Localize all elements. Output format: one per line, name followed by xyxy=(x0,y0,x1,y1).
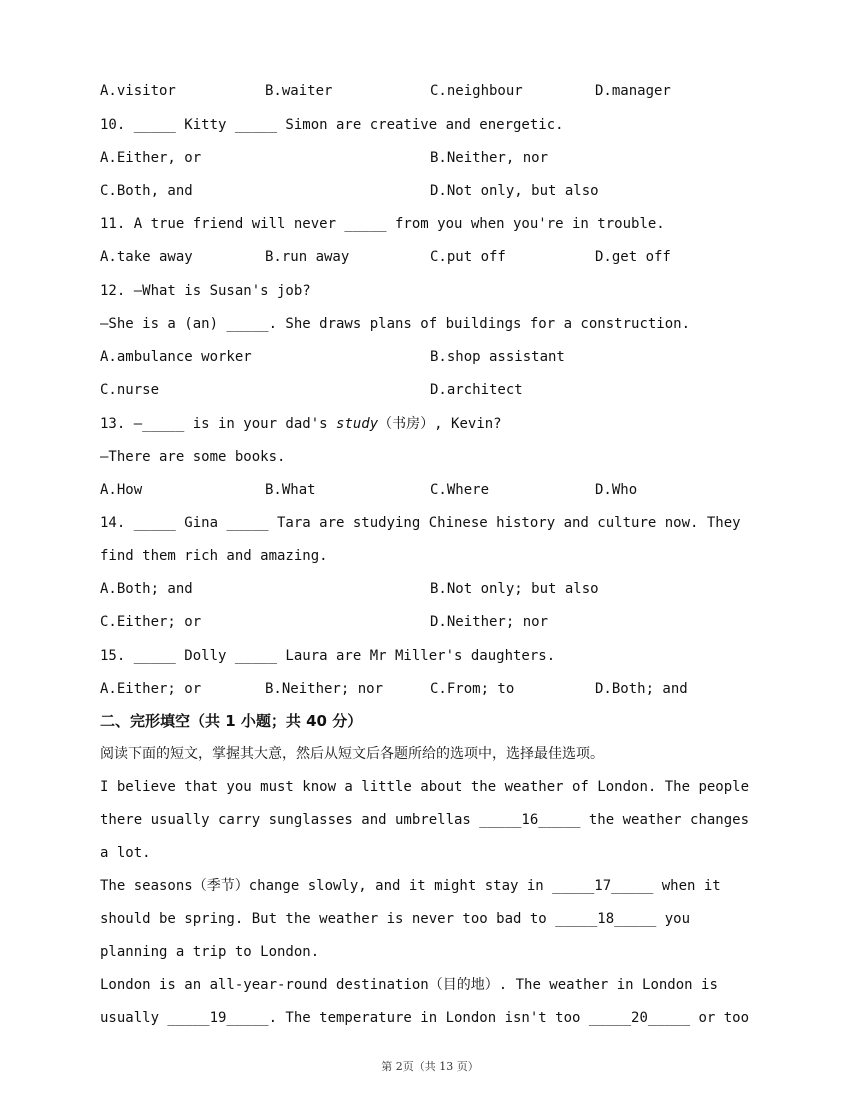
passage-p1-line1: I believe that you must know a little about the weather of London. The people xyxy=(100,779,750,795)
passage-p3-line1 xyxy=(100,975,718,995)
q10-options-row2 xyxy=(100,181,780,201)
q9-option-a[interactable]: A.visitor xyxy=(100,83,176,99)
q13-options xyxy=(100,480,780,500)
q9-option-c[interactable]: C.neighbour xyxy=(430,83,523,99)
q9-option-d[interactable]: D.manager xyxy=(595,83,671,99)
q9-options xyxy=(100,81,780,101)
passage-p3-line1-end: . The weather in London is xyxy=(498,977,718,993)
q13-stem-italic-word: study xyxy=(336,416,379,432)
q12-option-a[interactable]: A.ambulance worker xyxy=(100,349,252,365)
q13-option-c[interactable]: C.Where xyxy=(430,482,490,498)
q14-options-row2 xyxy=(100,612,780,632)
passage-p2-chinese-gloss: （季节） xyxy=(192,878,249,894)
passage-p2-line2: should be spring. But the weather is never too bad to _____18_____ you xyxy=(100,911,691,927)
q14-stem-line1: 14. _____ Gina _____ Tara are studying Chinese history and culture now. They xyxy=(100,515,741,531)
q12-option-d[interactable]: D.architect xyxy=(430,382,523,398)
q15-stem: 15. _____ Dolly _____ Laura are Mr Miller's daughters. xyxy=(100,648,556,664)
q11-option-c[interactable]: C.put off xyxy=(430,249,506,265)
q15-option-c[interactable]: C.From; to xyxy=(430,681,515,697)
passage-p2-line1-start: The seasons xyxy=(100,878,193,894)
section2-title: 二、完形填空（共 1 小题；共 40 分） xyxy=(100,712,363,730)
q10-stem: 10. _____ Kitty _____ Simon are creative and energetic. xyxy=(100,117,564,133)
q15-options xyxy=(100,679,780,699)
q11-option-b[interactable]: B.run away xyxy=(265,249,350,265)
q11-option-d[interactable]: D.get off xyxy=(595,249,671,265)
q15-option-b[interactable]: B.Neither; nor xyxy=(265,681,384,697)
q12-options-row2 xyxy=(100,380,780,400)
passage-p2-line1-end: change slowly, and it might stay in _____17_____ when it xyxy=(248,878,721,894)
q13-stem-answer: —There are some books. xyxy=(100,449,286,465)
q14-option-c[interactable]: C.Either; or xyxy=(100,614,202,630)
passage-p2-line1 xyxy=(100,876,721,896)
passage-p1-line3: a lot. xyxy=(100,845,151,861)
q12-option-c[interactable]: C.nurse xyxy=(100,382,160,398)
q10-options-row1 xyxy=(100,148,780,168)
passage-p1-line2: there usually carry sunglasses and umbrellas _____16_____ the weather changes xyxy=(100,812,750,828)
q15-option-d[interactable]: D.Both; and xyxy=(595,681,688,697)
passage-p3-line2: usually _____19_____. The temperature in London isn't too _____20_____ or too xyxy=(100,1010,750,1026)
q10-option-b[interactable]: B.Neither, nor xyxy=(430,150,549,166)
q13-stem-tail: , Kevin? xyxy=(434,416,502,432)
passage-p2-line3: planning a trip to London. xyxy=(100,944,320,960)
q13-option-a[interactable]: A.How xyxy=(100,482,143,498)
q13-stem-text: 13. —_____ is in your dad's xyxy=(100,416,337,432)
q14-stem-line2: find them rich and amazing. xyxy=(100,548,328,564)
q14-option-b[interactable]: B.Not only; but also xyxy=(430,581,599,597)
q13-option-b[interactable]: B.What xyxy=(265,482,316,498)
passage-p3-chinese-gloss: （目的地） xyxy=(428,977,499,993)
q10-option-a[interactable]: A.Either, or xyxy=(100,150,202,166)
q10-option-d[interactable]: D.Not only, but also xyxy=(430,183,599,199)
q14-options-row1 xyxy=(100,579,780,599)
q10-option-c[interactable]: C.Both, and xyxy=(100,183,193,199)
q12-option-b[interactable]: B.shop assistant xyxy=(430,349,565,365)
q13-option-d[interactable]: D.Who xyxy=(595,482,638,498)
q11-option-a[interactable]: A.take away xyxy=(100,249,193,265)
q11-stem: 11. A true friend will never _____ from you when you're in trouble. xyxy=(100,216,665,232)
q14-option-a[interactable]: A.Both; and xyxy=(100,581,193,597)
q11-options xyxy=(100,247,780,267)
q12-options-row1 xyxy=(100,347,780,367)
passage-p3-line1-start: London is an all-year-round destination xyxy=(100,977,429,993)
q9-option-b[interactable]: B.waiter xyxy=(265,83,333,99)
q15-option-a[interactable]: A.Either; or xyxy=(100,681,202,697)
page-footer: 第 2页（共 13 页） xyxy=(381,1060,479,1073)
q13-stem-question xyxy=(100,414,502,434)
q12-stem-question: 12. —What is Susan's job? xyxy=(100,283,311,299)
q12-stem-answer: —She is a (an) _____. She draws plans of buildings for a construction. xyxy=(100,316,691,332)
q13-stem-chinese-gloss: （书房） xyxy=(378,416,435,432)
q14-option-d[interactable]: D.Neither; nor xyxy=(430,614,549,630)
section2-instruction: 阅读下面的短文，掌握其大意，然后从短文后各题所给的选项中，选择最佳选项。 xyxy=(100,746,604,762)
